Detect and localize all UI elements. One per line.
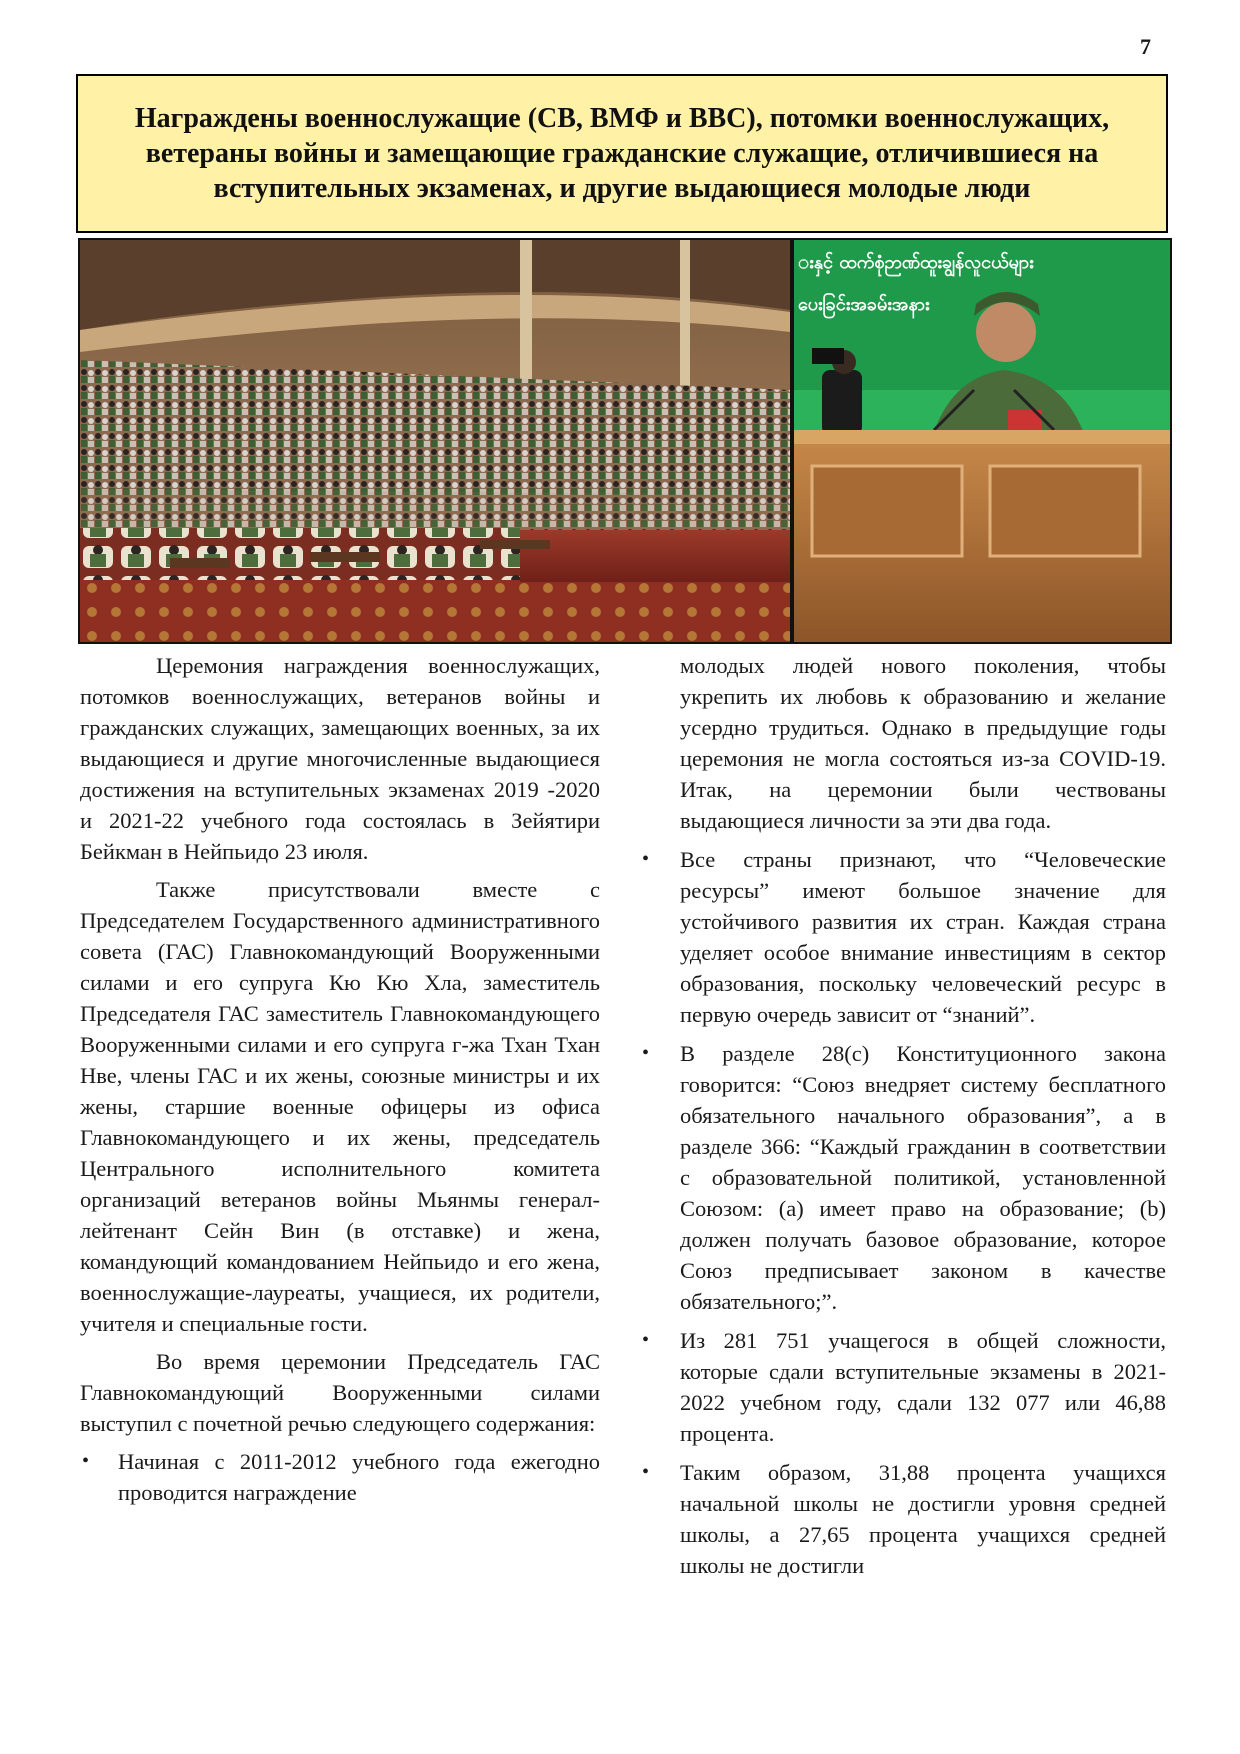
banner-text-line1: းနှင့် ထက်စုံဉာဏ်ထူးချွန်လူငယ်များ bbox=[798, 252, 1034, 273]
paragraph-attendees: Также присутствовали вместе с Председателем Государственного административного совета (ГАС) Главнокомандующий Вооруженными силами и его супруга Кю Кю Хла, заместитель Председателя ГАС заместитель Главнокомандующего Вооруженными силами и его супруга г-жа Тхан Тхан Нве, члены ГАС и их жены, союзные министры и их жены, старшие военные офицеры из офиса Главнокомандующего и их жены, председатель Центрального исполнительного комитета организаций ветеранов войны Мьянмы генерал-лейтенант Сейн Вин (в отставке) и жена, командующий командованием Нейпьидо и его жена, военнослужащие-лауреаты, учащиеся, их родители, учителя и специальные гости. bbox=[80, 877, 600, 1336]
photo-strip bbox=[78, 238, 1172, 644]
paragraph-ceremony: Церемония награждения военнослужащих, потомков военнослужащих, ветеранов войны и гражданских служащих, замещающих военных, за их выдающиеся и другие многочисленные выдающиеся достижения на вступительных экзаменах 2019 -2020 и 2021-22 учебного года состоялась в Зейятири Бейкман в Нейпьидо 23 июля. bbox=[80, 653, 600, 864]
speaker-photo bbox=[794, 240, 1170, 642]
bullet-text: Все страны признают, что “Человеческие ресурсы” имеют большое значение для устойчивого развития их стран. Каждая страна уделяет особое внимание инвестициям в сектор образования, поскольку человеческий ресурс в первую очередь зависит от “знаний”. bbox=[680, 847, 1166, 1027]
bullet-text: Из 281 751 учащегося в общей сложности, которые сдали вступительные экзамены в 2021-2022 учебном году, сдали 132 077 или 46,88 процента. bbox=[680, 1328, 1166, 1446]
bullet-continuation: молодых людей нового поколения, чтобы укрепить их любовь к образованию и желание усердно трудиться. Однако в предыдущие годы церемония не могла состояться из-за COVID-19. Итак, на церемонии были чествованы выдающиеся личности за эти два года. bbox=[680, 653, 1166, 833]
bullet-text: Начиная с 2011-2012 учебного года ежегодно проводится награждение bbox=[118, 1449, 600, 1505]
right-column bbox=[620, 650, 1166, 1589]
banner-text-line2: ပေးခြင်းအခမ်းအနား bbox=[798, 294, 930, 315]
bullet-item bbox=[80, 1446, 600, 1508]
headline-box bbox=[76, 74, 1168, 233]
bullet-text: Таким образом, 31,88 процента учащихся начальной школы не достигли уровня средней школы, а 27,65 процента учащихся средней школы не достигли bbox=[680, 1460, 1166, 1578]
auditorium-photo bbox=[80, 240, 790, 642]
bullet-item bbox=[620, 844, 1166, 1030]
page-number: 7 bbox=[1140, 34, 1151, 59]
bullet-mark: • bbox=[82, 1450, 90, 1472]
left-bullet-list bbox=[80, 1446, 600, 1508]
bullet-text: В разделе 28(c) Конституционного закона говорится: “Союз внедряет систему бесплатного обязательного начального образования”, а в разделе 366: “Каждый гражданин в соответствии с образовательной политикой, установленной Союзом: (a) имеет право на образование; (b) должен получать базовое образование, которое Союз предписывает законом в качестве обязательного;”. bbox=[680, 1041, 1166, 1314]
left-column bbox=[80, 650, 600, 1516]
bullet-item bbox=[620, 1457, 1166, 1581]
right-bullet-list bbox=[620, 844, 1166, 1581]
bullet-item bbox=[620, 1038, 1166, 1317]
bullet-mark: • bbox=[642, 1461, 650, 1483]
paragraph-speech-intro: Во время церемонии Председатель ГАС Главнокомандующий Вооруженными силами выступил с почетной речью следующего содержания: bbox=[80, 1349, 600, 1436]
headline: Награждены военнослужащие (СВ, ВМФ и ВВС), потомки военнослужащих, ветераны войны и замещающие гражданские служащие, отличившиеся на вступительных экзаменах, и другие выдающиеся молодые люди bbox=[134, 103, 1110, 204]
bullet-mark: • bbox=[642, 1329, 650, 1351]
bullet-mark: • bbox=[642, 848, 650, 870]
bullet-mark: • bbox=[642, 1042, 650, 1064]
bullet-item bbox=[620, 1325, 1166, 1449]
